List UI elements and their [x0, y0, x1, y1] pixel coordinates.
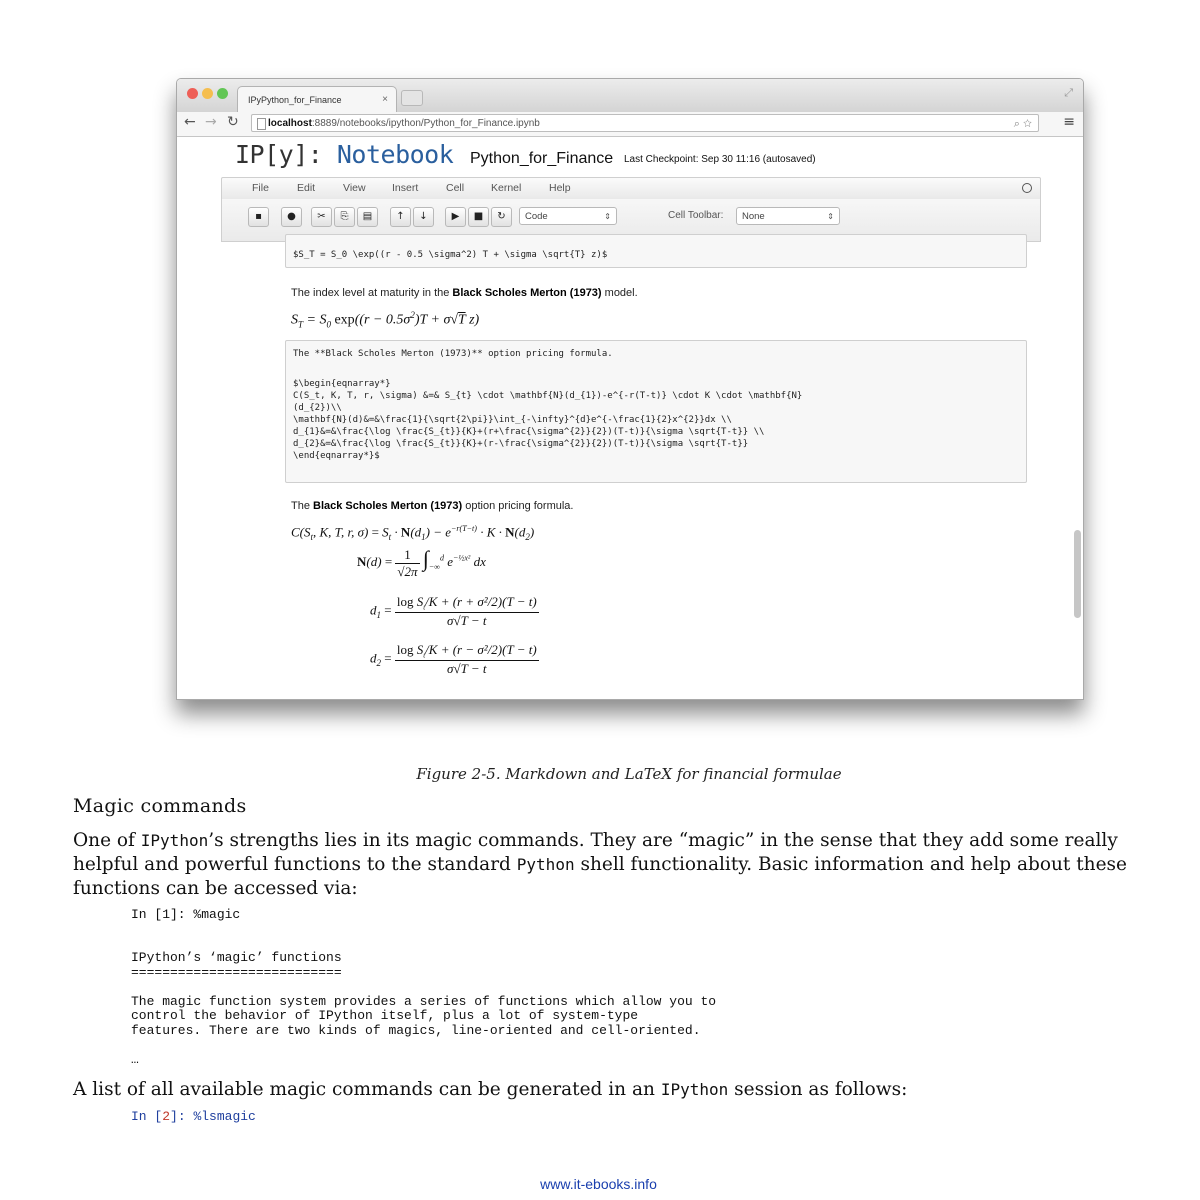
code-line: \mathbf{N}(d)&=&\frac{1}{\sqrt{2\pi}}\int_{-\infty}^{d}e^{-\frac{1}{2}x^{2}}dx \\: [293, 415, 732, 425]
menu-cell[interactable]: Cell: [446, 182, 465, 194]
page-icon: [257, 118, 266, 130]
code-output: IPython’s ‘magic’ functions =========================== The magic function system provides a series of functions which allow you to control the behavior of IPython itself, plus a lot of system-type features. There are two kinds of magics, line-oriented and cell-oriented. …: [131, 950, 717, 1067]
text-span: ’s strengths lies in its magic commands. They are “magic” in the sense that they add some really helpful and powerful functions to the standard: [73, 830, 1118, 875]
url-path: :8889/notebooks/ipython/Python_for_Finance.ipynb: [311, 118, 540, 129]
rendered-text: [291, 500, 573, 512]
text-span: The index level at maturity in the: [291, 287, 453, 299]
zoom-window-button[interactable]: [217, 88, 228, 99]
footer-link[interactable]: www.it-ebooks.info: [540, 1176, 657, 1192]
address-toolbar: [177, 112, 1083, 137]
select-arrow-icon: ⇕: [604, 212, 611, 221]
fullscreen-icon[interactable]: ⤢: [1064, 86, 1073, 99]
reload-icon[interactable]: ↻: [227, 114, 239, 130]
insert-cell-icon[interactable]: ●: [281, 207, 302, 227]
text-span: model.: [601, 287, 638, 299]
inline-code: Python: [516, 855, 575, 874]
menu-help[interactable]: Help: [549, 182, 571, 194]
save-icon[interactable]: ▪: [248, 207, 269, 227]
bold-text: Black Scholes Merton: [313, 500, 428, 512]
text-span: session as follows:: [728, 1079, 908, 1100]
menu-edit[interactable]: Edit: [297, 182, 316, 194]
minimize-window-button[interactable]: [202, 88, 213, 99]
tab-close-icon[interactable]: ×: [382, 94, 388, 105]
code-input-lsmagic: [131, 1110, 256, 1125]
code-line: $\begin{eqnarray*}: [293, 379, 391, 389]
markdown-input-cell[interactable]: [285, 234, 1027, 268]
figure-caption: Figure 2-5. Markdown and LaTeX for financial formulae: [416, 765, 842, 783]
equation-call-price: $C(S_t$, K, T, r, $\sigma) = S_t \cdot N(d_1) - e^{-r(T-t)} \cdot K \cdot N(d_2)$: [291, 524, 535, 542]
menu-view[interactable]: View: [343, 182, 366, 194]
notebook-menubar: [221, 177, 1041, 201]
notebook-area: [177, 242, 1083, 699]
section-heading: Magic commands: [73, 795, 247, 817]
notebook-header: [177, 137, 1083, 177]
close-window-button[interactable]: [187, 88, 198, 99]
input-prompt: In [2]:: [131, 1109, 194, 1124]
code-line: d_{1}&=&\frac{\log \frac{S_{t}}{K}+(r+\frac{\sigma^{2}}{2})(T-t)}{\sigma \sqrt{T-t}} \\: [293, 427, 765, 437]
address-input[interactable]: [251, 114, 1039, 132]
restart-icon[interactable]: ↻: [491, 207, 512, 227]
text-span: The: [291, 500, 314, 512]
menu-insert[interactable]: Insert: [392, 182, 419, 194]
equation-normal-cdf: N(d) = $\frac{1}{√2\pi}$ $\int_{-\infty}^d$ $e^{-\frac{1}{2}x^2}$ dx: [357, 546, 486, 579]
tab-bar: [177, 79, 1083, 113]
text-span: A list of all available magic commands can be generated in an: [73, 1079, 661, 1100]
move-up-icon[interactable]: ↑: [390, 207, 411, 227]
code-input: In [1]: %magic: [131, 907, 241, 922]
move-down-icon[interactable]: ↓: [413, 207, 434, 227]
logo-prefix: IP[y]:: [235, 140, 323, 169]
code-line: $S_T = S_0 \exp((r - 0.5 \sigma^2) T + \sigma \sqrt{T} z)$: [293, 250, 608, 260]
stop-icon[interactable]: ■: [468, 207, 489, 227]
equation-d2: $d_2$ = $\frac{\log S_t/K + (r - \sigma^2/2)(T - t)}{\sigma√T - t}$: [370, 642, 537, 676]
markdown-input-cell[interactable]: [285, 340, 1027, 483]
menu-file[interactable]: File: [252, 182, 269, 194]
logo-notebook: Notebook: [322, 140, 454, 169]
code-line: C(S_t, K, T, r, \sigma) &=& S_{t} \cdot \mathbf{N}(d_{1})-e^{-r(T-t)} \cdot K \cdot \mathbf{N}: [293, 391, 803, 401]
checkpoint-status: Last Checkpoint: Sep 30 11:16 (autosaved): [624, 154, 816, 165]
rendered-equation: $S_T = S_0$ $\exp((r - 0.5\sigma^2)T + \sigma√T$ z): [291, 310, 480, 330]
copy-icon[interactable]: ⎘: [334, 207, 355, 227]
code-line: \end{eqnarray*}$: [293, 451, 380, 461]
text-span: shell functionality. Basic information and help about these functions can be accessed via:: [73, 854, 1127, 899]
browser-tab[interactable]: [237, 86, 397, 112]
bold-text: Black Scholes Merton (1973): [452, 287, 602, 299]
menu-kernel[interactable]: Kernel: [491, 182, 522, 194]
forward-arrow-icon[interactable]: →: [205, 114, 217, 130]
notebook-title[interactable]: Python_for_Finance: [470, 150, 614, 167]
inline-code: IPython: [140, 831, 209, 850]
text-span: One of: [73, 830, 141, 851]
select-arrow-icon: ⇕: [827, 212, 834, 221]
paragraph: [73, 829, 1153, 901]
inline-code: IPython: [660, 1080, 729, 1099]
kernel-status-icon: [1022, 183, 1032, 193]
code-line: d_{2}&=&\frac{\log \frac{S_{t}}{K}+(r-\frac{\sigma^{2}}{2})(T-t)}{\sigma \sqrt{T-t}}: [293, 439, 749, 449]
paragraph: [73, 1078, 1153, 1102]
cell-toolbar-value: None: [742, 211, 765, 222]
cut-icon[interactable]: ✂: [311, 207, 332, 227]
cell-toolbar-label: Cell Toolbar:: [668, 210, 724, 221]
bold-text: (1973): [430, 500, 463, 512]
rendered-text: [291, 287, 638, 299]
code-line: (d_{2})\\: [293, 403, 342, 413]
cell-type-select[interactable]: [519, 207, 617, 225]
code-line: The **Black Scholes Merton (1973)** option pricing formula.: [293, 349, 613, 359]
search-star-icon[interactable]: ⌕ ☆: [1013, 118, 1032, 130]
browser-window: [176, 78, 1084, 700]
tab-title: IPyPython_for_Finance: [248, 95, 342, 105]
ipython-logo[interactable]: [235, 140, 453, 169]
equation-d1: $d_1$ = $\frac{\log S_t/K + (r + \sigma^2/2)(T - t)}{\sigma√T - t}$: [370, 594, 537, 628]
cell-type-value: Code: [525, 211, 548, 222]
text-span: option pricing formula.: [462, 500, 574, 512]
back-arrow-icon[interactable]: ←: [184, 114, 196, 130]
menu-icon[interactable]: ≡: [1063, 114, 1075, 130]
magic-command: %lsmagic: [193, 1109, 256, 1124]
cell-toolbar-select[interactable]: [736, 207, 840, 225]
new-tab-button[interactable]: [401, 90, 423, 106]
run-icon[interactable]: ▶: [445, 207, 466, 227]
url-host: localhost: [268, 118, 312, 129]
scrollbar[interactable]: [1074, 530, 1081, 618]
paste-icon[interactable]: ▤: [357, 207, 378, 227]
